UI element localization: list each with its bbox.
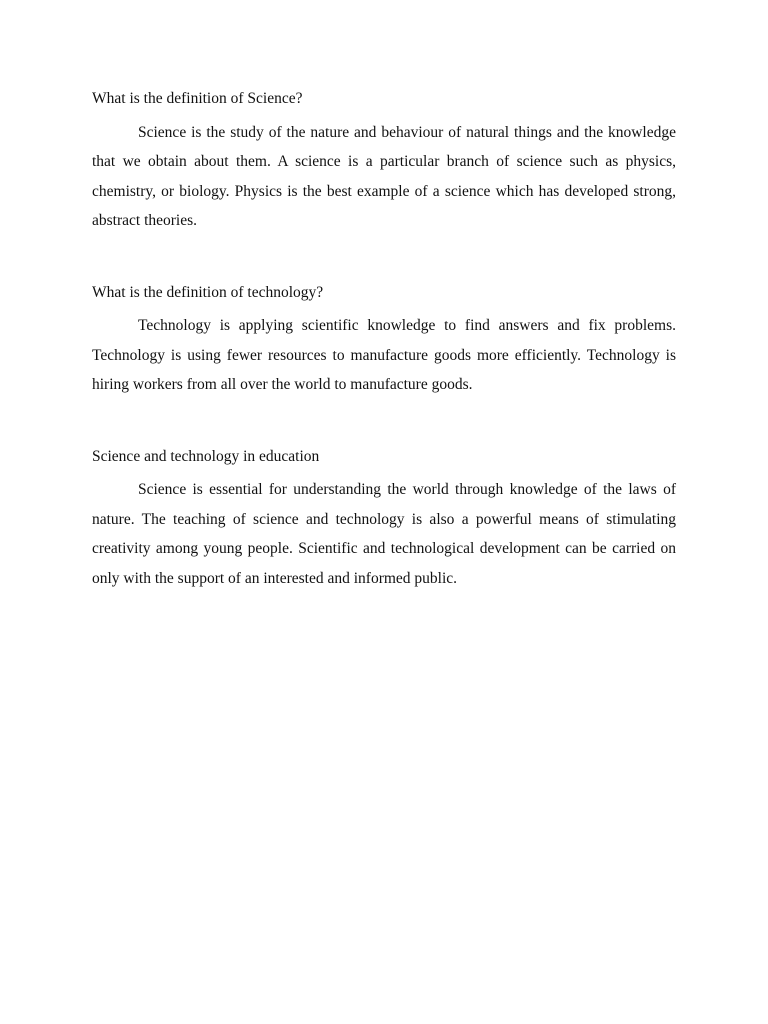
- section-heading: What is the definition of technology?: [92, 283, 324, 301]
- section-paragraph: Science is essential for understanding the world through knowledge of the laws of nature. The teaching of science and technology is also a powerful means of stimulating creativity among young people. Scientific and technological development can be carried on only with the support of an interested and informed public.: [92, 481, 676, 587]
- section-heading: What is the definition of Science?: [92, 90, 303, 107]
- section-paragraph: Science is the study of the nature and behaviour of natural things and the knowledge that we obtain about them. A science is a particular branch of science such as physics, chemistry, or biology. Physics is the best example of a science which has developed strong, abstract theories.: [92, 123, 676, 229]
- section-science-technology-education: [92, 442, 676, 594]
- section-paragraph: Technology is applying scientific knowledge to find answers and fix problems. Technology is using fewer resources to manufacture goods more efficiently. Technology is hiring workers from all over the world to manufacture goods.: [92, 317, 676, 393]
- document-body: [92, 84, 676, 593]
- section-technology-definition: [92, 278, 676, 400]
- section-science-definition: [92, 84, 676, 236]
- section-heading: Science and technology in education: [92, 447, 320, 465]
